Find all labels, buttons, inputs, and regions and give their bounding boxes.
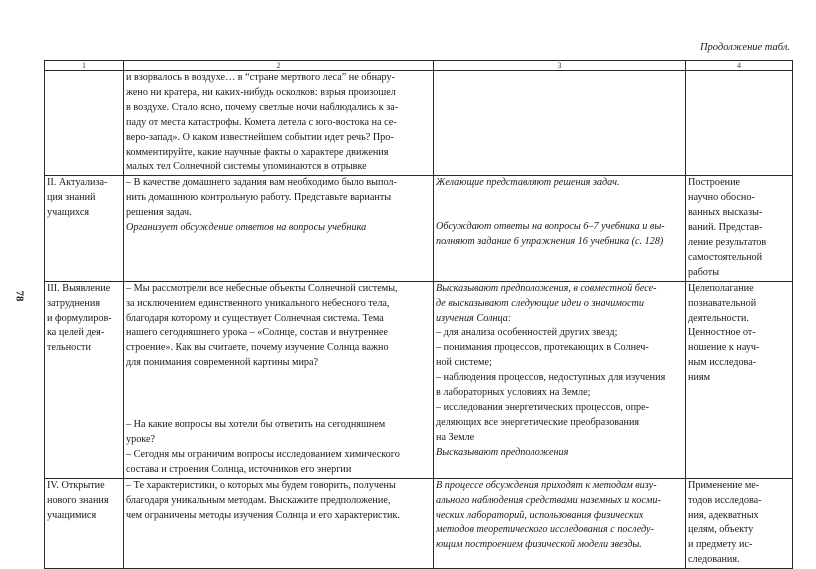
- table-continuation-caption: Продолжение табл.: [699, 42, 790, 53]
- text-line: изучения Солнца:: [436, 312, 512, 324]
- text-line: полняют задание 6 упражнения 16 учебника (с. 128): [436, 236, 664, 248]
- text-line: Организует обсуждение ответов на вопросы учебника: [126, 222, 367, 234]
- text-line: – исследования энергетических процессов, опре-: [436, 401, 650, 413]
- text-line: ющим построением физической модели звезды.: [436, 539, 642, 551]
- student-activity-cell: [434, 176, 686, 281]
- text-line: в лабораторных условиях на Земле;: [436, 387, 591, 399]
- text-line: ниям: [688, 372, 711, 384]
- result-cell: [686, 176, 793, 281]
- text-line: В процессе обсуждения приходят к методам визу-: [436, 479, 657, 491]
- student-activity-cell: [434, 71, 686, 176]
- text-line: строение». Как вы считаете, почему изучение Солнца важно: [126, 342, 389, 354]
- text-line: нить домашнюю контрольную работу. Представьте варианты: [126, 192, 392, 204]
- text-line: следования.: [688, 554, 740, 566]
- text-line: ной системе;: [436, 357, 492, 369]
- column-header-4: 4: [686, 61, 793, 71]
- page-number: 78: [13, 290, 26, 302]
- text-line: ния, адекватных: [688, 509, 759, 521]
- table-row: [45, 478, 793, 568]
- text-line: ванных высказы-: [688, 207, 763, 219]
- text-line: Применение ме-: [688, 479, 760, 491]
- spacer: [126, 371, 431, 418]
- text-line: и взорвалось в воздухе… в “стране мертвого леса” не обнару-: [126, 72, 396, 83]
- text-line: ношение к науч-: [688, 342, 760, 354]
- column-header-2: 2: [124, 61, 434, 71]
- text-line: – Мы рассмотрели все небесные объекты Солнечной системы,: [126, 282, 398, 294]
- student-activity-cell: [434, 281, 686, 478]
- stage-cell: [45, 478, 124, 568]
- column-header-1: 1: [45, 61, 124, 71]
- result-cell: [686, 478, 793, 568]
- text-line: ция знаний: [47, 192, 96, 204]
- text-line: Целеполагание: [688, 282, 754, 294]
- text-line: работы: [688, 266, 720, 278]
- text-line: чем ограничены методы изучения Солнца и его характеристик.: [126, 509, 400, 521]
- result-cell: [686, 71, 793, 176]
- text-line: веро-запад». О каком известнейшем событии идет речь? Про-: [126, 131, 394, 143]
- text-line: Желающие представляют решения задач.: [436, 177, 620, 189]
- text-line: – наблюдения процессов, недоступных для изучения: [436, 372, 666, 384]
- text-line: комментируйте, какие научные факты о характере движения: [126, 146, 389, 158]
- text-line: де высказывают следующие идеи о значимости: [436, 297, 644, 309]
- text-line: состава и строения Солнца, источников его энергии: [126, 463, 352, 475]
- text-line: и формулиров-: [47, 312, 112, 324]
- text-line: – На какие вопросы вы хотели бы ответить на сегодняшнем: [126, 419, 386, 431]
- column-header-3: 3: [434, 61, 686, 71]
- text-line: ка целей дея-: [47, 327, 105, 339]
- text-line: – понимания процессов, протекающих в Солнеч-: [436, 342, 649, 354]
- text-line: нового знания: [47, 494, 109, 506]
- text-line: на Земле: [436, 431, 475, 443]
- text-line: решения задач.: [126, 207, 192, 219]
- text-line: ваний. Представ-: [688, 222, 763, 234]
- text-line: тодов исследова-: [688, 494, 762, 506]
- text-line: паду от места катастрофы. Комета летела с юго-востока на се-: [126, 116, 397, 128]
- text-line: – В качестве домашнего задания вам необходимо было выпол-: [126, 177, 397, 189]
- teacher-activity-cell: [124, 176, 434, 281]
- text-line: III. Выявление: [47, 282, 111, 294]
- text-line: деятельности.: [688, 312, 749, 324]
- text-line: научно обосно-: [688, 192, 755, 204]
- text-line: ческих лабораторий, использования физических: [436, 509, 644, 521]
- teacher-activity-cell: [124, 71, 434, 176]
- text-line: в воздухе. Стало ясно, почему светлые ночи наблюдались к за-: [126, 101, 399, 113]
- text-line: жено ни кратера, ни каких-нибудь осколков: взрыя произошел: [126, 86, 396, 98]
- text-line: учащихся: [47, 207, 90, 219]
- text-line: уроке?: [126, 434, 156, 446]
- text-line: Ценностное от-: [688, 327, 756, 339]
- text-line: II. Актуализа-: [47, 177, 108, 189]
- lesson-plan-table: [44, 60, 793, 569]
- text-line: целям, объекту: [688, 524, 754, 536]
- column-number-row: [45, 61, 793, 71]
- teacher-activity-cell: [124, 281, 434, 478]
- text-line: Высказывают предположения, в совместной бесе-: [436, 282, 657, 294]
- text-line: и предмету ис-: [688, 539, 753, 551]
- text-line: IV. Открытие: [47, 479, 105, 491]
- text-line: ального наблюдения средствами наземных и косми-: [436, 494, 661, 506]
- text-line: нашего сегодняшнего урока – «Солнце, состав и внутреннее: [126, 327, 389, 339]
- text-line: ление результатов: [688, 236, 767, 248]
- text-line: для понимания современной картины мира?: [126, 357, 319, 369]
- text-line: самостоятельной: [688, 251, 763, 263]
- result-cell: [686, 281, 793, 478]
- stage-cell: [45, 71, 124, 176]
- stage-cell: [45, 281, 124, 478]
- text-line: Построение: [688, 177, 741, 189]
- spacer: [436, 191, 683, 220]
- text-line: тельности: [47, 342, 91, 354]
- text-line: благодаря которому и существует Солнечная система. Тема: [126, 312, 384, 324]
- student-activity-cell: [434, 478, 686, 568]
- text-line: методов теоретического исследования с последу-: [436, 524, 654, 536]
- text-line: учащимися: [47, 509, 97, 521]
- text-line: благодаря уникальным методам. Выскажите предположение,: [126, 494, 391, 506]
- table-row: [45, 281, 793, 478]
- teacher-activity-cell: [124, 478, 434, 568]
- text-line: затруднения: [47, 297, 101, 309]
- text-line: познавательной: [688, 297, 757, 309]
- text-line: – Сегодня мы ограничим вопросы исследованием химического: [126, 448, 400, 460]
- text-line: Обсуждают ответы на вопросы 6–7 учебника и вы-: [436, 221, 665, 233]
- text-line: за исключением единственного уникального небесного тела,: [126, 297, 390, 309]
- table-row: [45, 176, 793, 281]
- text-line: – Те характеристики, о которых мы будем говорить, получены: [126, 479, 396, 491]
- stage-cell: [45, 176, 124, 281]
- text-line: – для анализа особенностей других звезд;: [436, 327, 618, 339]
- text-line: деляющих все энергетические преобразования: [436, 416, 640, 428]
- text-line: Высказывают предположения: [436, 446, 569, 458]
- table-row: [45, 71, 793, 176]
- text-line: ным исследова-: [688, 357, 757, 369]
- text-line: малых тел Солнечной системы упоминаются в отрывке: [126, 161, 367, 173]
